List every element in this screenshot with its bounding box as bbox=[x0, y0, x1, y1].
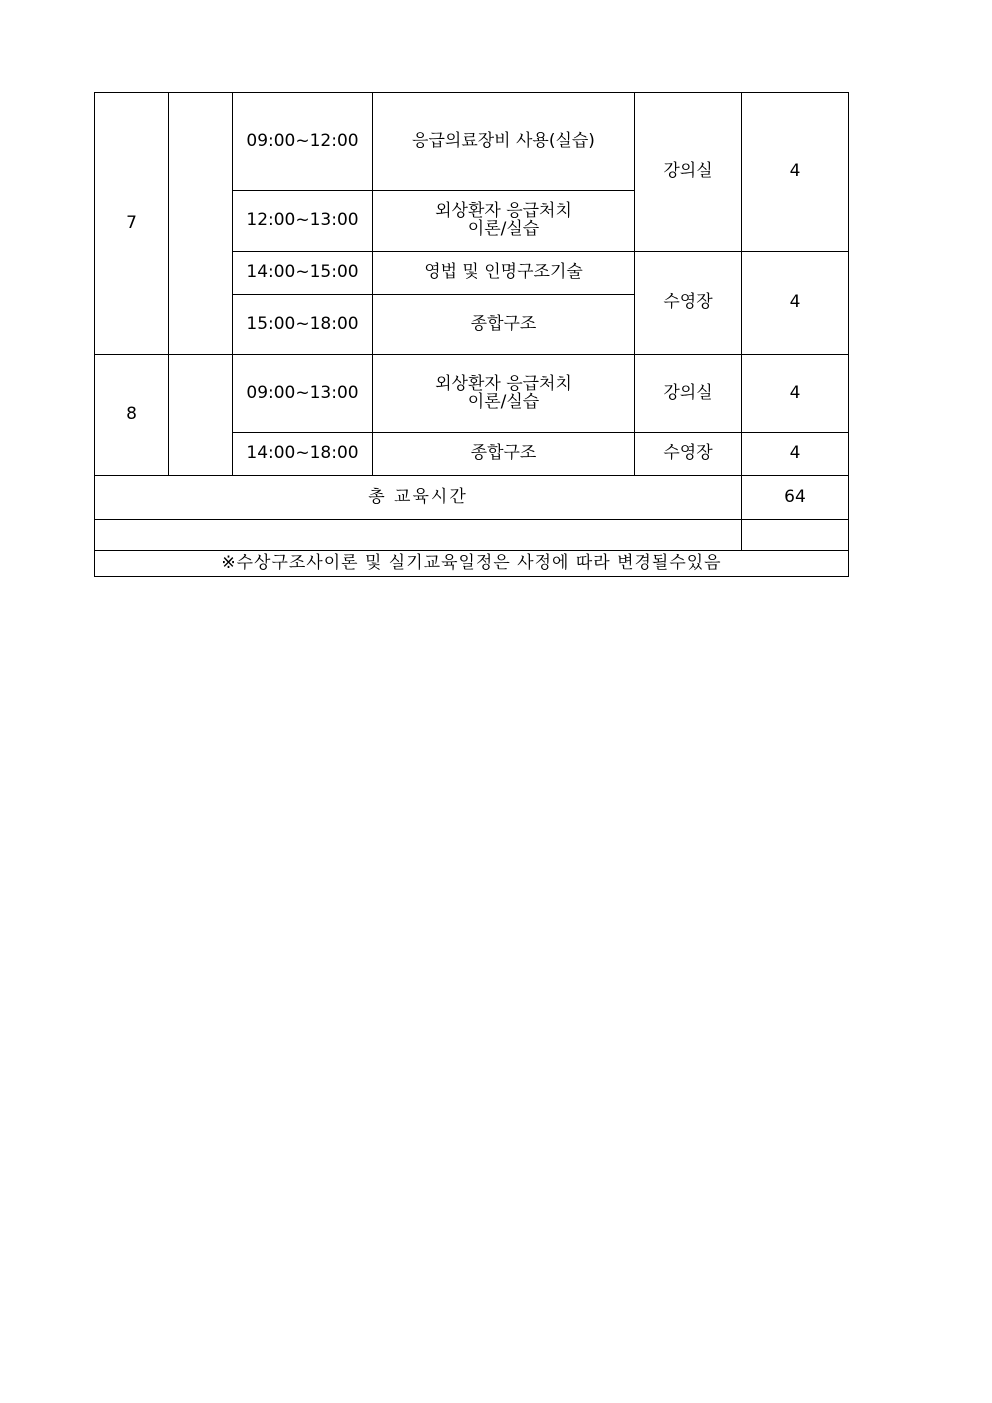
empty-cell bbox=[742, 520, 849, 551]
session-place: 수영장 bbox=[635, 433, 742, 476]
total-hours: 64 bbox=[742, 476, 849, 520]
session-subject-line: 이론/실습 bbox=[467, 219, 540, 239]
session-time: 15:00~18:00 bbox=[233, 295, 373, 355]
empty-cell bbox=[169, 93, 233, 355]
session-place: 수영장 bbox=[635, 252, 742, 355]
session-subject bbox=[373, 355, 635, 433]
day-number: 7 bbox=[95, 93, 169, 355]
table-row bbox=[95, 93, 849, 191]
session-time: 12:00~13:00 bbox=[233, 191, 373, 252]
note-row bbox=[95, 551, 849, 577]
session-place: 강의실 bbox=[635, 355, 742, 433]
session-subject bbox=[373, 191, 635, 252]
session-subject: 영법 및 인명구조기술 bbox=[373, 252, 635, 295]
empty-cell bbox=[169, 355, 233, 476]
session-subject: 종합구조 bbox=[373, 295, 635, 355]
session-subject: 종합구조 bbox=[373, 433, 635, 476]
day-number: 8 bbox=[95, 355, 169, 476]
session-subject-line: 외상환자 응급처치 bbox=[435, 373, 572, 394]
schedule-table bbox=[94, 92, 849, 577]
session-time: 14:00~15:00 bbox=[233, 252, 373, 295]
empty-cell bbox=[95, 520, 742, 551]
session-subject-line: 이론/실습 bbox=[467, 391, 540, 412]
total-label: 총 교육시간 bbox=[95, 476, 742, 520]
total-row bbox=[95, 476, 849, 520]
session-time: 09:00~12:00 bbox=[233, 93, 373, 191]
session-subject-line: 외상환자 응급처치 bbox=[435, 201, 572, 222]
session-time: 09:00~13:00 bbox=[233, 355, 373, 433]
table-row bbox=[95, 355, 849, 433]
session-place: 강의실 bbox=[635, 93, 742, 252]
schedule-note: ※수상구조사이론 및 실기교육일정은 사정에 따라 변경될수있음 bbox=[95, 551, 849, 577]
session-subject: 응급의료장비 사용(실습) bbox=[373, 93, 635, 191]
session-hours: 4 bbox=[742, 355, 849, 433]
blank-row bbox=[95, 520, 849, 551]
session-time: 14:00~18:00 bbox=[233, 433, 373, 476]
session-hours: 4 bbox=[742, 252, 849, 355]
session-hours: 4 bbox=[742, 93, 849, 252]
session-hours: 4 bbox=[742, 433, 849, 476]
